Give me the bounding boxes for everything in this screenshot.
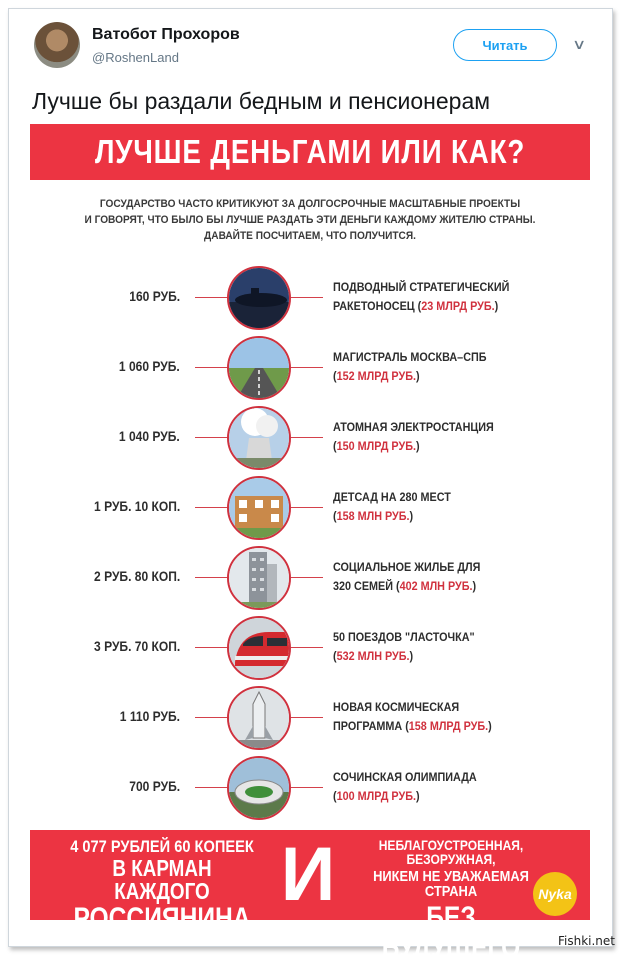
poster-title: ЛУЧШЕ ДЕНЬГАМИ ИЛИ КАК? <box>94 133 526 170</box>
amount-label: 3 РУБ. 70 КОП. <box>93 638 180 654</box>
project-name: МАГИСТРАЛЬ МОСКВА–СПБ <box>333 350 487 364</box>
project-cost: 402 МЛН РУБ. <box>399 579 473 593</box>
project-cost: 152 МЛРД РУБ. <box>336 369 416 383</box>
project-cost-line <box>333 367 558 386</box>
footer-left-line: В КАРМАН КАЖДОГО <box>112 855 212 904</box>
project-description <box>333 558 558 596</box>
train-icon <box>227 616 291 680</box>
project-cost-line <box>333 437 558 456</box>
connector-line <box>195 647 227 648</box>
project-description <box>333 698 558 736</box>
project-cost-line <box>333 787 558 806</box>
chevron-down-icon[interactable]: ∨ <box>571 36 587 52</box>
project-name: ПОДВОДНЫЙ СТРАТЕГИЧЕСКИЙ <box>333 280 510 294</box>
cost-prefix: ( <box>333 439 337 453</box>
footer-right-line: НИКЕМ НЕ УВАЖАЕМАЯ СТРАНА <box>373 868 529 900</box>
project-description <box>333 768 558 806</box>
project-cost: 23 МЛРД РУБ. <box>421 299 495 313</box>
cost-prefix: ( <box>333 649 337 663</box>
project-cost: 100 МЛРД РУБ. <box>336 789 416 803</box>
kindergarten-icon <box>227 476 291 540</box>
watermark: Fishki.net <box>557 934 615 948</box>
connector-line <box>291 647 323 648</box>
project-cost: 532 МЛН РУБ. <box>336 649 410 663</box>
author-handle[interactable]: @RoshenLand <box>92 50 179 65</box>
amount-label: 160 РУБ. <box>129 288 180 304</box>
amount-label: 2 РУБ. 80 КОП. <box>93 568 180 584</box>
footer-left-line: 4 077 РУБЛЕЙ 60 КОПЕЕК <box>70 837 254 856</box>
cost-suffix: ) <box>472 579 477 593</box>
project-name: СОЧИНСКАЯ ОЛИМПИАДА <box>333 770 477 784</box>
connector-line <box>195 507 227 508</box>
cost-suffix: ) <box>415 369 420 383</box>
connector-line <box>195 717 227 718</box>
connector-line <box>195 297 227 298</box>
project-name: НОВАЯ КОСМИЧЕСКАЯ <box>333 700 460 714</box>
poster-intro <box>52 196 567 244</box>
footer-conjunction: И <box>280 832 336 917</box>
amount-label: 700 РУБ. <box>129 778 180 794</box>
project-cost: 150 МЛРД РУБ. <box>336 439 416 453</box>
connector-line <box>195 787 227 788</box>
connector-line <box>291 507 323 508</box>
footer-left <box>52 838 272 934</box>
amount-label: 1 110 РУБ. <box>119 708 180 724</box>
cost-prefix: ПРОГРАММА ( <box>333 719 409 733</box>
power-plant-icon <box>227 406 291 470</box>
author-name[interactable]: Ватобот Прохоров <box>92 26 240 43</box>
connector-line <box>291 367 323 368</box>
project-cost-line <box>333 717 558 736</box>
apartment-building-icon <box>227 546 291 610</box>
project-cost-line <box>333 297 558 316</box>
connector-line <box>195 367 227 368</box>
connector-line <box>195 577 227 578</box>
comparison-row <box>30 546 590 608</box>
cost-suffix: ) <box>494 299 499 313</box>
project-description <box>333 488 558 526</box>
rocket-icon <box>227 686 291 750</box>
project-name: АТОМНАЯ ЭЛЕКТРОСТАНЦИЯ <box>333 420 494 434</box>
project-name: 50 ПОЕЗДОВ "ЛАСТОЧКА" <box>333 630 475 644</box>
follow-button[interactable]: Читать <box>453 29 557 61</box>
project-cost-line <box>333 577 558 596</box>
intro-line: ГОСУДАРСТВО ЧАСТО КРИТИКУЮТ ЗА ДОЛГОСРОЧНЫЕ МАСШТАБНЫЕ ПРОЕКТЫ <box>99 198 521 210</box>
cost-suffix: ) <box>409 649 414 663</box>
footer-right-line: НЕБЛАГОУСТРОЕННАЯ, БЕЗОРУЖНАЯ, <box>378 837 524 867</box>
cost-suffix: ) <box>488 719 492 733</box>
project-cost-line <box>333 507 558 526</box>
poster-title-banner <box>30 124 590 180</box>
comparison-row <box>30 476 590 538</box>
comparison-row <box>30 756 590 818</box>
cost-suffix: ) <box>409 509 414 523</box>
cost-prefix: ( <box>333 789 337 803</box>
project-cost: 158 МЛН РУБ. <box>336 509 410 523</box>
project-name: СОЦИАЛЬНОЕ ЖИЛЬЕ ДЛЯ <box>333 560 481 574</box>
amount-label: 1 РУБ. 10 КОП. <box>93 498 180 514</box>
amount-label: 1 060 РУБ. <box>119 358 180 374</box>
project-description <box>333 348 558 386</box>
connector-line <box>291 577 323 578</box>
amount-label: 1 040 РУБ. <box>119 428 180 444</box>
cost-prefix: РАКЕТОНОСЕЦ ( <box>333 299 422 313</box>
project-cost: 158 МЛРД РУБ. <box>408 719 489 733</box>
intro-line: И ГОВОРЯТ, ЧТО БЫЛО БЫ ЛУЧШЕ РАЗДАТЬ ЭТИ ДЕНЬГИ КАЖДОМУ ЖИТЕЛЮ СТРАНЫ. <box>84 214 536 226</box>
comparison-row <box>30 616 590 678</box>
connector-line <box>291 787 323 788</box>
submarine-icon <box>227 266 291 330</box>
nyka-logo: Nyka <box>533 872 577 916</box>
comparison-row <box>30 686 590 748</box>
cost-suffix: ) <box>415 789 420 803</box>
highway-icon <box>227 336 291 400</box>
cost-prefix: 320 СЕМЕЙ ( <box>333 579 400 593</box>
footer-left-line: РОССИЯНИНА <box>73 902 251 935</box>
connector-line <box>291 717 323 718</box>
connector-line <box>291 297 323 298</box>
comparison-row <box>30 336 590 398</box>
cost-prefix: ( <box>333 369 337 383</box>
footer-right <box>335 838 567 963</box>
cost-suffix: ) <box>415 439 420 453</box>
intro-line: ДАВАЙТЕ ПОСЧИТАЕМ, ЧТО ПОЛУЧИТСЯ. <box>204 230 416 242</box>
project-description <box>333 628 558 666</box>
comparison-row <box>30 406 590 468</box>
connector-line <box>291 437 323 438</box>
avatar[interactable] <box>34 22 80 68</box>
project-cost-line <box>333 647 558 666</box>
project-description <box>333 418 558 456</box>
footer-right-line: БЕЗ БУДУЩЕГО <box>381 901 521 964</box>
stadium-icon <box>227 756 291 820</box>
connector-line <box>195 437 227 438</box>
project-name: ДЕТСАД НА 280 МЕСТ <box>333 490 451 504</box>
cost-prefix: ( <box>333 509 337 523</box>
tweet-text: Лучше бы раздали бедным и пенсионерам <box>32 88 491 114</box>
project-description <box>333 278 558 316</box>
comparison-row <box>30 266 590 328</box>
